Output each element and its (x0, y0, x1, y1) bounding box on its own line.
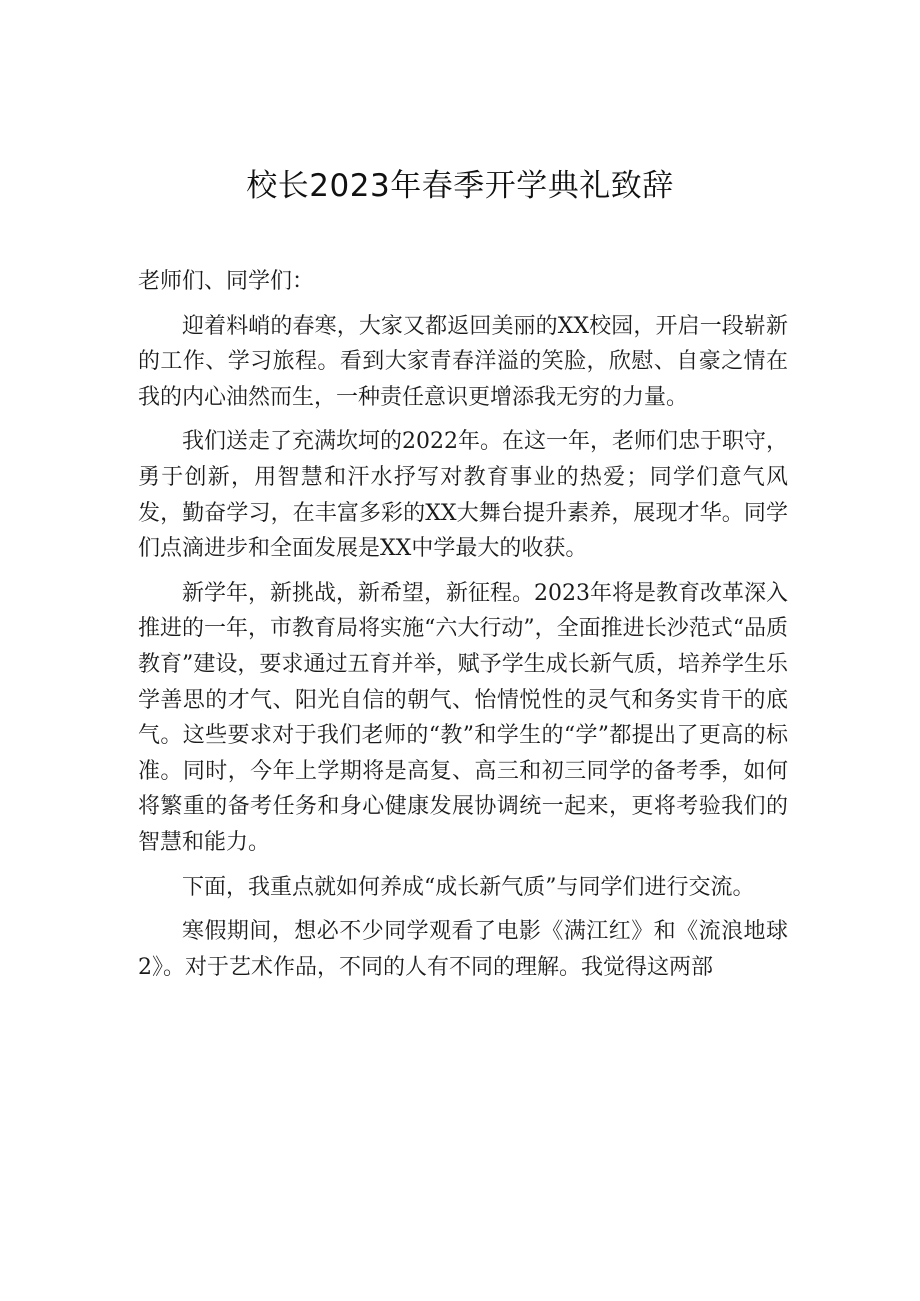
paragraph-3: 新学年，新挑战，新希望，新征程。2023年将是教育改革深入推进的一年，市教育局将实施“六大行动”，全面推进长沙范式“品质教育”建设，要求通过五育并举，赋予学生成长新气质，培养学生乐学善思的才气、阳光自信的朝气、怡情悦性的灵气和务实肯干的底气。这些要求对于我们老师的“教”和学生的“学”都提出了更高的标准。同时，今年上学期将是高复、高三和初三同学的备考季，如何将繁重的备考任务和身心健康发展协调统一起来，更将考验我们的智慧和能力。 (138, 580, 788, 855)
document-title: 校长2023年春季开学典礼致辞 (246, 168, 674, 204)
document-body (138, 264, 788, 994)
paragraph-2: 我们送走了充满坎坷的2022年。在这一年，老师们忠于职守，勇于创新，用智慧和汗水抒写对教育事业的热爱；同学们意气风发，勤奋学习，在丰富多彩的XX大舞台提升素养，展现才华。同学们点滴进步和全面发展是XX中学最大的收获。 (138, 429, 788, 562)
paragraph-1: 迎着料峭的春寒，大家又都返回美丽的XX校园，开启一段崭新的工作、学习旅程。看到大家青春洋溢的笑脸，欣慰、自豪之情在我的内心油然而生，一种责任意识更增添我无穷的力量。 (138, 313, 788, 410)
paragraph-4: 下面，我重点就如何养成“成长新气质”与同学们进行交流。 (182, 874, 755, 900)
paragraph-5: 寒假期间，想必不少同学观看了电影《满江红》和《流浪地球2》。对于艺术作品，不同的人有不同的理解。我觉得这两部 (138, 919, 788, 980)
greeting: 老师们、同学们： (138, 269, 315, 294)
